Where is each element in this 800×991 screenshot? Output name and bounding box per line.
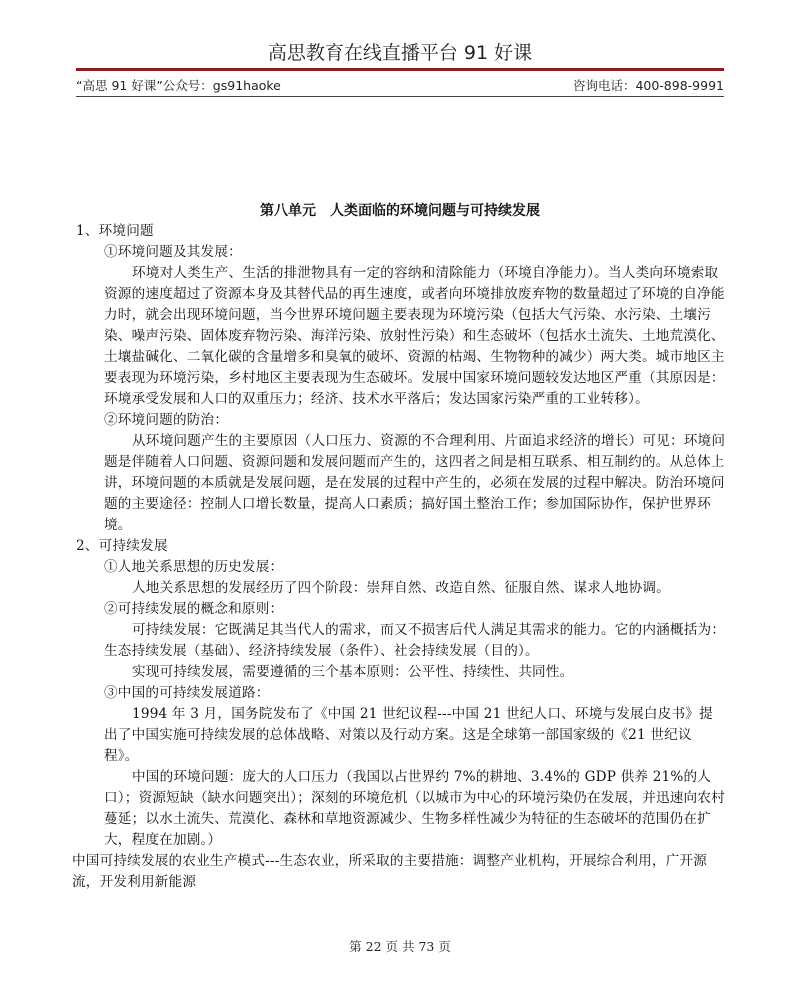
hotline: 咨询电话：400-898-9991	[572, 78, 724, 93]
subheading-concept-principles: ②可持续发展的概念和原则：	[104, 601, 284, 617]
paragraph-human-land: 人地关系思想的发展经历了四个阶段：崇拜自然、改造自然、征服自然、谋求人地协调。	[132, 580, 670, 596]
header-subline	[76, 76, 724, 94]
subheading-china-road: ③中国的可持续发展道路：	[104, 685, 270, 701]
paragraph-concept: 可持续发展：它既满足其当代人的需求，而又不损害后代人满足其需求的能力。它的内涵概括为：生态持续发展（基础）、经济持续发展（条件）、社会持续发展（目的）。	[104, 622, 726, 659]
header-rule	[76, 68, 724, 71]
paragraph-principles: 实现可持续发展，需要遵循的三个基本原则：公平性、持续性、共同性。	[132, 664, 574, 680]
section-heading-environment: 1、环境问题	[76, 223, 154, 239]
document-body	[72, 221, 726, 893]
subheading-env-prevention: ②环境问题的防治：	[104, 412, 229, 428]
paragraph-env-development: 环境对人类生产、生活的排泄物具有一定的容纳和清除能力（环境自净能力）。当人类向环境索取资源的速度超过了资源本身及其替代品的再生速度，或者向环境排放废弃物的数量超过了环境的自净能力时，就会出现环境问题，当今世界环境问题主要表现为环境污染（包括大气污染、水污染、土壤污染、噪声污染、固体废弃物污染、海洋污染、放射性污染）和生态破坏（包括水土流失、土地荒漠化、土壤盐碱化、二氧化碳的含量增多和臭氧的破坏、资源的枯竭、生物物种的减少）两大类。城市地区主要表现为环境污染，乡村地区主要表现为生态破坏。发展中国家环境问题较发达地区严重（其原因是：环境承受发展和人口的双重压力；经济、技术水平落后；发达国家污染严重的工业转移）。	[104, 265, 725, 407]
page-number-footer: 第 22 页 共 73 页	[349, 939, 451, 954]
paragraph-env-prevention: 从环境问题产生的主要原因（人口压力、资源的不合理利用、片面追求经济的增长）可见：环境问题是伴随着人口问题、资源问题和发展问题而产生的，这四者之间是相互联系、相互制约的。从总体上讲，环境问题的本质就是发展问题，是在发展的过程中产生的，必须在发展的过程中解决。防治环境问题的主要途径：控制人口增长数量，提高人口素质；搞好国土整治工作；参加国际协作，保护世界环境。	[104, 433, 726, 533]
section-heading-sustainable: 2、可持续发展	[76, 538, 168, 554]
subheading-human-land: ①人地关系思想的历史发展：	[104, 559, 284, 575]
page-header-title: 高思教育在线直播平台 91 好课	[267, 42, 533, 64]
header-rule-thin	[76, 96, 724, 97]
wechat-account: “高思 91 好课”公众号：gs91haoke	[76, 78, 281, 93]
paragraph-china-env-problems: 中国的环境问题：庞大的人口压力（我国以占世界约 7%的耕地、3.4%的 GDP 供养 21%的人口）；资源短缺（缺水问题突出）；深刻的环境危机（以城市为中心的环境污染仍在发展，并迅速向农村蔓延；以水土流失、荒漠化、森林和草地资源减少、生物多样性减少为特征的生态破坏的范围仍在扩大，程度在加剧。）	[104, 769, 725, 848]
paragraph-eco-agriculture: 中国可持续发展的农业生产模式---生态农业，所采取的主要措施：调整产业机构，开展综合利用，广开源流，开发利用新能源	[72, 853, 708, 890]
subheading-env-development: ①环境问题及其发展：	[104, 244, 242, 260]
paragraph-agenda21: 1994 年 3 月，国务院发布了《中国 21 世纪议程---中国 21 世纪人口、环境与发展白皮书》提出了中国实施可持续发展的总体战略、对策以及行动方案。这是全球第一部国家级的《21 世纪议程》。	[104, 706, 713, 764]
document-title: 第八单元 人类面临的环境问题与可持续发展	[260, 203, 540, 219]
